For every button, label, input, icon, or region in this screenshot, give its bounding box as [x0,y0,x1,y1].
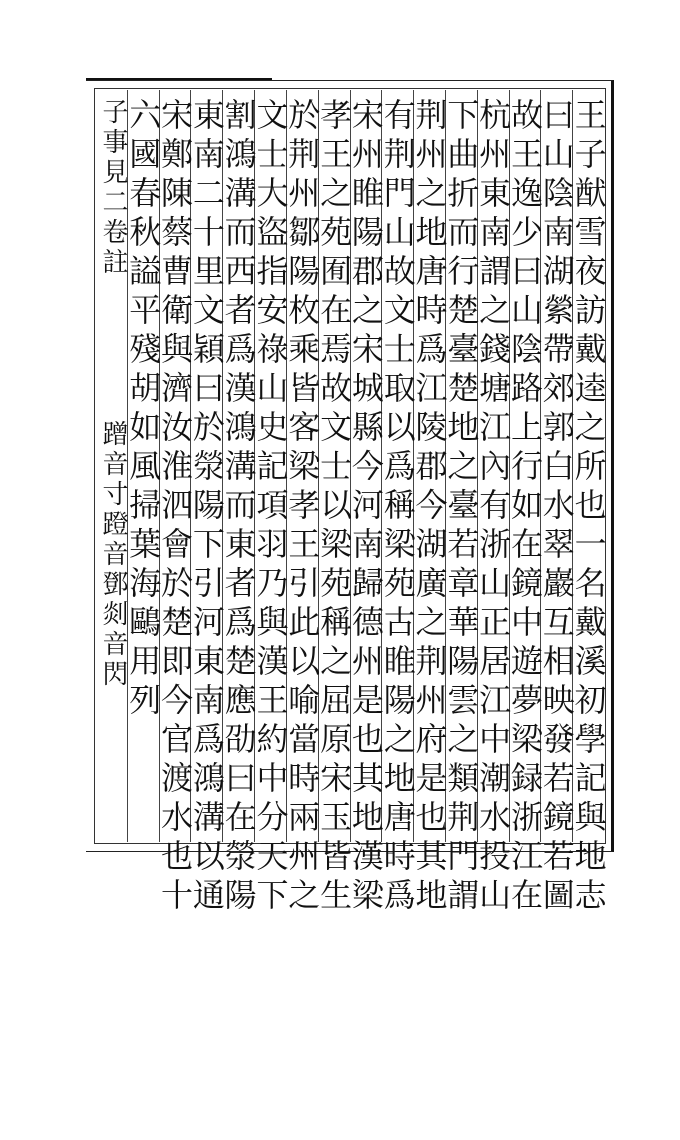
text-column-16 [96,90,127,842]
column-text: 於荆州鄒陽枚乘皆客梁孝王引此以喻當時兩州之 [283,98,322,917]
text-column-13 [187,90,226,917]
column-text: 東南二十里文穎曰於滎陽下引河東南爲鴻溝以通 [187,98,226,917]
text-column-10 [283,90,322,917]
text-column-11 [251,90,290,917]
column-text: 杭州東南謂之錢塘江內有浙山正居江中潮水投山 [474,98,513,917]
text-columns [96,90,608,917]
text-column-14 [156,90,195,917]
column-text: 有荆門山故文士取以爲稱梁苑古睢陽之地唐時爲 [378,98,417,917]
column-text: 孝王之苑囿在焉故文士以梁苑稱之屈原宋玉皆生 [315,98,354,917]
text-column-4 [474,90,513,917]
text-column-9 [315,90,354,917]
column-text: 宋州睢陽郡之宋城縣今河南歸德州是也其地漢梁 [346,98,385,917]
text-column-15 [124,90,163,842]
column-note-upper: 子事見二卷註 [98,98,128,278]
text-column-8 [346,90,385,917]
column-text: 宋鄭陳蔡曹衛與濟汝淮泗會於楚即今官渡水也十 [156,98,195,917]
text-column-1 [569,90,608,917]
text-column-2 [537,90,576,917]
column-text: 下曲折而行楚臺楚地之臺若章華陽雲之類荆門謂 [442,98,481,917]
column-text: 荆州之地唐時爲江陵郡今湖廣之荆州府是也其地 [410,98,449,917]
column-note-lower: 蹭音寸蹬音鄧剡音閃 [98,420,128,690]
column-text: 六國春秋謚平殘胡如風掃葉海鷗用列 [124,98,163,722]
column-text: 故王逸少曰山陰路上行如在鏡中遊夢梁録浙江在 [505,98,544,917]
column-text: 割鴻溝而西者爲漢鴻溝而東者爲楚應劭曰在滎陽 [219,98,258,917]
column-text: 文士大盜指安祿山史記項羽乃與漢王約中分天下 [251,98,290,917]
text-column-3 [505,90,544,917]
column-text: 曰山陰南湖縈帶郊郭白水翠巖互相映發若鏡若圖 [537,98,576,917]
text-column-6 [410,90,449,917]
column-text: 王子猷雪夜訪戴逵之所也一名戴溪初學記與地志 [569,98,608,917]
text-column-12 [219,90,258,917]
text-column-7 [378,90,417,917]
text-column-5 [442,90,481,917]
